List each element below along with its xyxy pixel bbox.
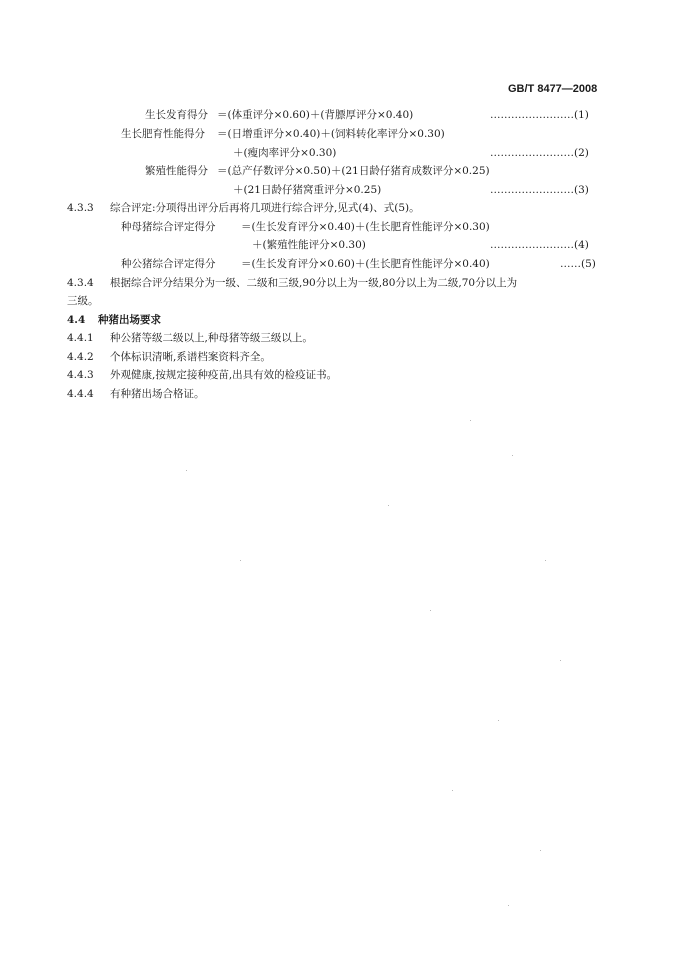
standard-number: GB/T 8477—2008 [508, 83, 598, 95]
clause-4-4-1-number: 4.4.1 [67, 332, 94, 344]
formula-5-rhs: ＝(生长发育评分×0.60)＋(生长肥育性能评分×0.40) [241, 258, 490, 270]
formula-4-cont: ＋(繁殖性能评分×0.30) [252, 239, 366, 251]
clause-4-3-3-text: 综合评定:分项得出评分后再将几项进行综合评分,见式(4)、式(5)。 [110, 202, 420, 214]
formula-3-lhs: 繁殖性能得分 [145, 165, 208, 177]
formula-3-rhs: ＝(总产仔数评分×0.50)＋(21日龄仔猪育成数评分×0.25) [217, 165, 490, 177]
clause-4-3-4-number: 4.3.4 [67, 277, 94, 289]
formula-2-rhs: ＝(日增重评分×0.40)＋(饲料转化率评分×0.30) [217, 128, 445, 140]
formula-2-number: ……………………(2) [490, 147, 589, 159]
clause-4-4-4-text: 有种猪出场合格证。 [110, 388, 205, 400]
clause-4-4-1-text: 种公猪等级二级以上,种母猪等级三级以上。 [110, 332, 313, 344]
formula-1-rhs: ＝(体重评分×0.60)＋(背膘厚评分×0.40) [217, 109, 414, 121]
clause-4-3-3-number: 4.3.3 [67, 202, 94, 214]
section-4-4-number: 4.4 [67, 314, 86, 326]
formula-2-lhs: 生长肥育性能得分 [121, 128, 205, 140]
clause-4-4-3-number: 4.4.3 [67, 369, 94, 381]
formula-5-lhs: 种公猪综合评定得分 [121, 258, 216, 270]
clause-4-3-4-line2: 三级。 [67, 295, 99, 307]
clause-4-4-3-text: 外观健康,按规定接种疫苗,出具有效的检疫证书。 [110, 369, 338, 381]
clause-4-4-4-number: 4.4.4 [67, 388, 94, 400]
formula-4-number: ……………………(4) [490, 239, 589, 251]
formula-3-cont: ＋(21日龄仔猪窝重评分×0.25) [233, 184, 382, 196]
clause-4-4-2-text: 个体标识清晰,系谱档案资料齐全。 [110, 351, 271, 363]
formula-5-number: ……(5) [560, 258, 596, 270]
formula-4-lhs: 种母猪综合评定得分 [121, 221, 216, 233]
formula-3-number: ……………………(3) [490, 184, 589, 196]
formula-2-cont: ＋(瘦肉率评分×0.30) [233, 147, 337, 159]
formula-1-lhs: 生长发育得分 [145, 109, 208, 121]
clause-4-4-2-number: 4.4.2 [67, 351, 94, 363]
section-4-4-title: 种猪出场要求 [98, 314, 161, 326]
formula-4-rhs: ＝(生长发育评分×0.40)＋(生长肥育性能评分×0.30) [241, 221, 490, 233]
clause-4-3-4-line1: 根据综合评分结果分为一级、二级和三级,90分以上为一级,80分以上为二级,70分以上为 [110, 277, 518, 289]
formula-1-number: ……………………(1) [490, 109, 589, 121]
